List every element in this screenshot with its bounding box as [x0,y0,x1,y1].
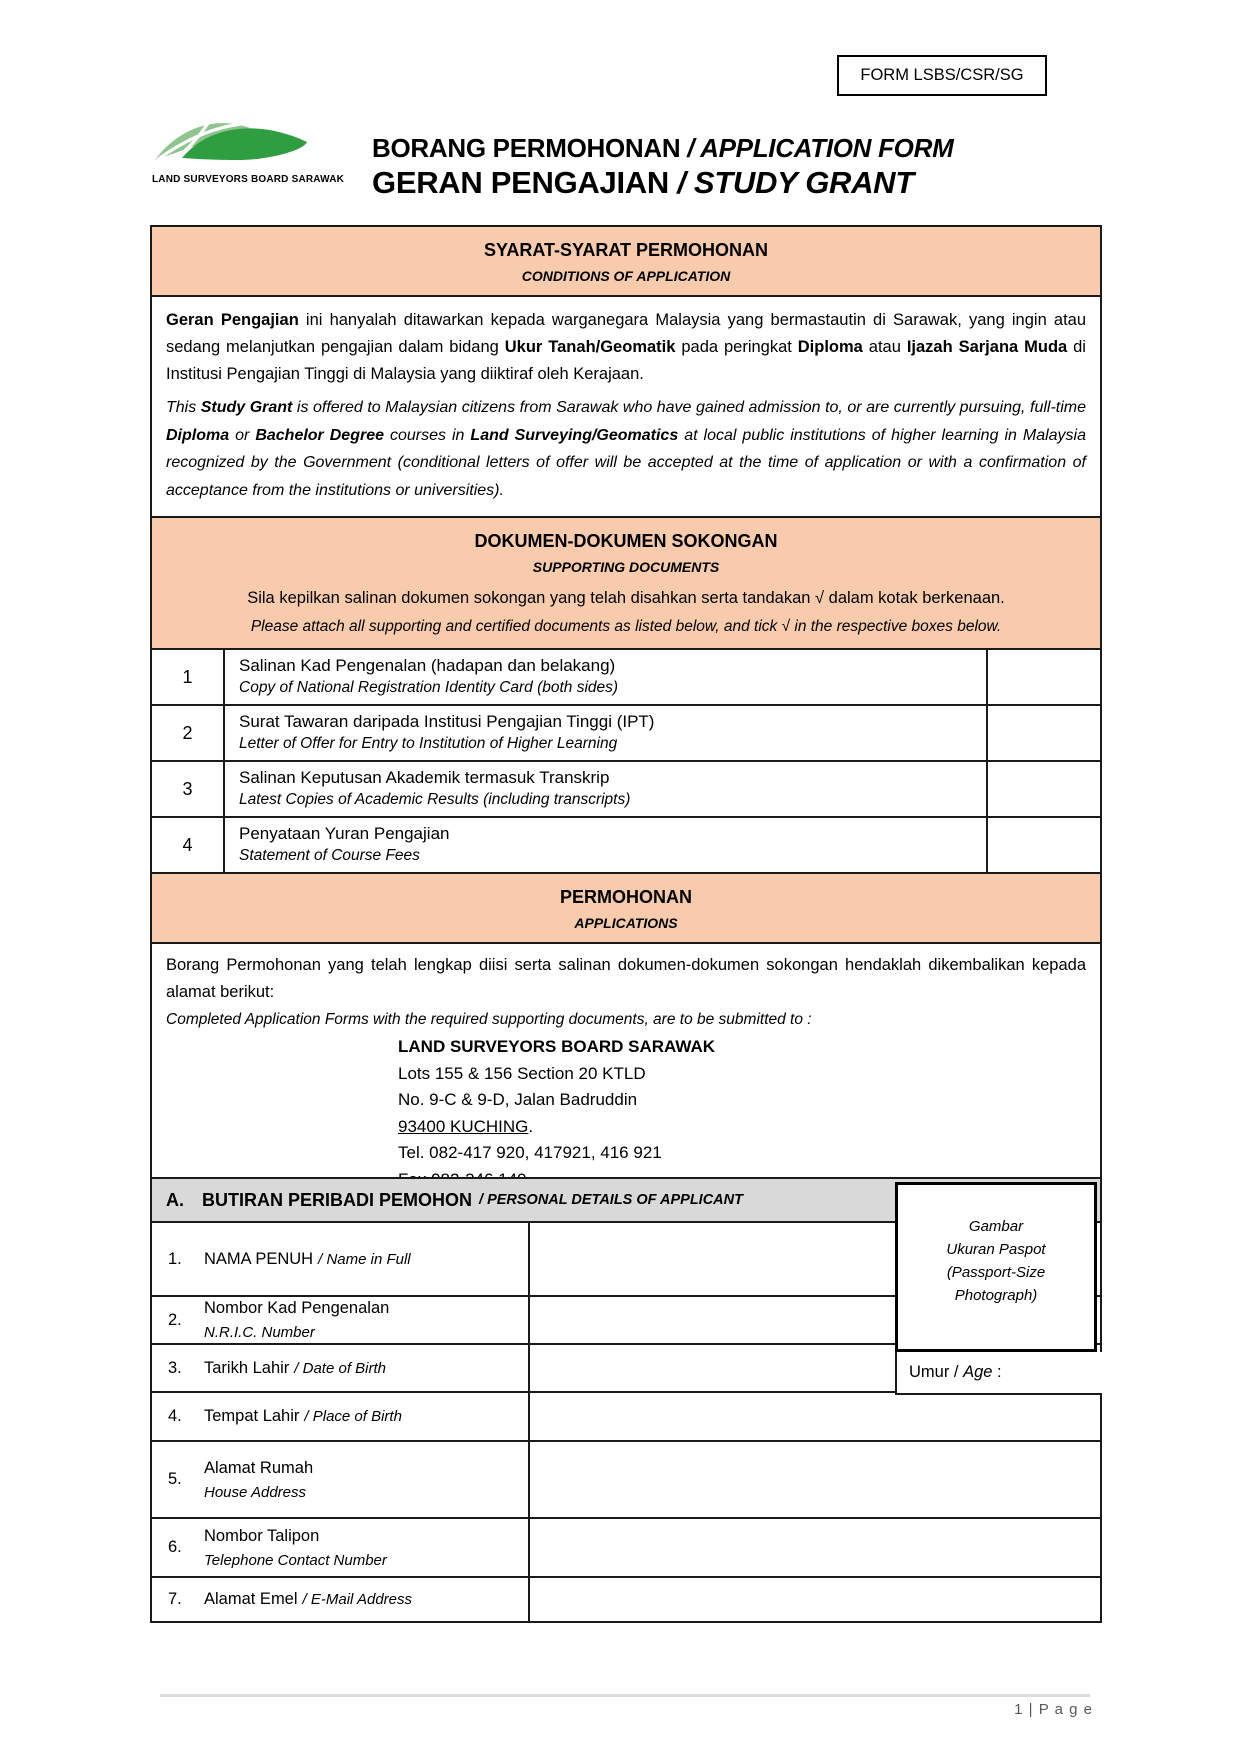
document-row-ms: Penyataan Yuran Pengajian [239,824,450,843]
section-a-title-ms: BUTIRAN PERIBADI PEMOHON [202,1189,473,1210]
field-label-en: Telephone Contact Number [204,1551,387,1569]
field-label [152,1393,530,1440]
field-row-email [152,1578,1100,1621]
applications-title-en: APPLICATIONS [574,915,678,931]
field-number: 5. [168,1470,182,1488]
passport-photo-box [895,1182,1097,1352]
field-label [152,1519,530,1576]
field-row-house-address [152,1442,1100,1519]
field-label-lines [204,1524,387,1572]
field-label-ms: NAMA PENUH [204,1249,314,1268]
info-table [150,225,1102,1205]
document-row-number: 4 [152,818,225,872]
document-row-ms: Salinan Kad Pengenalan (hadapan dan belakang) [239,656,616,675]
field-label-ms: Nombor Talipon [204,1526,320,1545]
field-number: 3. [168,1358,182,1377]
document-row-en: Copy of National Registration Identity Card (both sides) [239,679,619,696]
document-row-en: Latest Copies of Academic Results (including transcripts) [239,791,631,808]
age-input[interactable] [895,1352,1102,1395]
document-row-ms: Surat Tawaran daripada Institusi Pengajian Tinggi (IPT) [239,712,655,731]
age-label: Umur / Age : [909,1363,1002,1381]
conditions-title-en: CONDITIONS OF APPLICATION [521,268,731,284]
tick-box[interactable] [986,650,1100,704]
field-label-en: House Address [204,1483,306,1501]
field-label [152,1442,530,1517]
tick-box[interactable] [986,706,1100,760]
field-number: 2. [168,1310,182,1329]
applications-paragraph-ms: Borang Permohonan yang telah lengkap diisi serta salinan dokumen-dokumen sokongan hendaklah dikembalikan kepada alamat berikut: [166,956,1086,1001]
documents-title-ms: DOKUMEN-DOKUMEN SOKONGAN [474,531,778,551]
field-row-place-of-birth [152,1393,1100,1442]
document-row-en: Letter of Offer for Entry to Institution of Higher Learning [239,735,618,752]
section-a-letter: A. [166,1189,184,1210]
document-row [152,706,1100,762]
field-label-lines [204,1456,313,1504]
page-number: 1 | P a g e [1014,1701,1093,1718]
applications-title-ms: PERMOHONAN [559,887,692,907]
document-row [152,650,1100,706]
address-line: Lots 155 & 156 Section 20 KTLD [398,1063,646,1083]
title-line-1 [372,133,953,164]
document-row [152,818,1100,874]
tick-box[interactable] [986,762,1100,816]
documents-header-band [152,518,1100,650]
address-line: No. 9-C & 9-D, Jalan Badruddin [398,1090,638,1109]
personal-details-table [150,1177,1102,1623]
address-phone: Tel. 082-417 920, 417921, 416 921 [398,1143,662,1162]
email-address-input[interactable] [530,1578,1100,1621]
document-title [372,133,953,201]
photo-box-line: (Passport-Size [946,1264,1046,1281]
address-name: LAND SURVEYORS BOARD SARAWAK [398,1037,716,1056]
applications-header-band [152,874,1100,944]
tick-box[interactable] [986,818,1100,872]
field-number: 7. [168,1590,182,1608]
conditions-paragraph-ms: Geran Pengajian ini hanyalah ditawarkan kepada warganegara Malaysia yang bermastautin di Sarawak, yang ingin atau sedang melanjutkan pengajian dalam bidang Ukur Tanah/Geomatik pada peringkat Diploma atau Ijazah Sarjana Muda di Institusi Pengajian Tinggi di Malaysia yang diiktiraf oleh Kerajaan. [166,311,1087,383]
conditions-paragraph-en: This Study Grant is offered to Malaysian citizens from Sarawak who have gained admission to, or are currently pursuing, full-time Diploma or Bachelor Degree courses in Land Surveying/Geomatics at local public institutions of higher learning in Malaysia recognized by the Government (conditional letters of offer will be accepted at the time of application or with a confirmation of acceptance from the institutions or universities). [166,399,1087,499]
house-address-input[interactable] [530,1442,1100,1517]
submission-address [398,1034,1086,1193]
field-label-en: / Place of Birth [304,1408,402,1425]
form-code-text: FORM LSBS/CSR/SG [860,66,1024,84]
field-row-telephone [152,1519,1100,1578]
field-label [152,1297,530,1343]
document-row-en: Statement of Course Fees [239,847,420,864]
field-label-ms: Nombor Kad Pengenalan [204,1299,390,1317]
section-a-title-en: / PERSONAL DETAILS OF APPLICANT [479,1192,743,1208]
documents-title-en: SUPPORTING DOCUMENTS [532,559,720,575]
logo-caption: LAND SURVEYORS BOARD SARAWAK [152,174,345,185]
document-row-number: 1 [152,650,225,704]
field-label [152,1223,530,1295]
field-label [152,1345,530,1391]
title-line1-ms: BORANG PERMOHONAN [372,133,681,163]
field-number: 4. [168,1407,182,1425]
applications-paragraph-en: Completed Application Forms with the required supporting documents, are to be submitted to : [166,1011,812,1028]
document-row-number: 2 [152,706,225,760]
logo-graphic-icon [152,114,312,166]
title-line-2 [372,165,953,201]
field-label-ms: Alamat Emel [204,1590,298,1608]
field-number: 1. [168,1249,182,1268]
conditions-body [152,297,1100,518]
address-line: 93400 KUCHING. [398,1116,534,1136]
field-label [152,1578,530,1621]
place-of-birth-input[interactable] [530,1393,1100,1440]
footer-rule [160,1694,1090,1697]
document-row-text [225,762,986,816]
form-code-box [837,55,1047,96]
applications-body [152,944,1100,1203]
title-line2-ms: GERAN PENGAJIAN [372,165,669,200]
documents-note-ms: Sila kepilkan salinan dokumen sokongan yang telah disahkan serta tandakan √ dalam kotak berkenaan. [247,589,1005,607]
field-label-ms: Alamat Rumah [204,1458,314,1477]
field-label-lines [204,1296,389,1344]
field-label-en: N.R.I.C. Number [204,1324,315,1341]
document-row-text [225,818,986,872]
photo-box-line: Photograph) [954,1287,1038,1304]
field-label-ms: Tempat Lahir [204,1407,300,1425]
title-line2-en: / STUDY GRANT [668,165,914,200]
title-line1-en: / APPLICATION FORM [680,133,954,163]
document-row-ms: Salinan Keputusan Akademik termasuk Transkrip [239,768,610,787]
documents-note-en: Please attach all supporting and certified documents as listed below, and tick √ in the respective boxes below. [250,618,1002,635]
conditions-header-band [152,227,1100,297]
telephone-number-input[interactable] [530,1519,1100,1576]
logo [152,114,345,185]
photo-box-line: Gambar [968,1218,1024,1235]
document-row-number: 3 [152,762,225,816]
field-label-ms: Tarikh Lahir [204,1358,290,1377]
field-label-en: / Date of Birth [294,1359,387,1377]
field-label-en: / Name in Full [318,1250,411,1268]
document-row-text [225,706,986,760]
photo-box-line: Ukuran Paspot [946,1241,1046,1258]
field-number: 6. [168,1538,182,1556]
field-label-en: / E-Mail Address [302,1591,413,1608]
conditions-title-ms: SYARAT-SYARAT PERMOHONAN [483,240,769,260]
document-row-text [225,650,986,704]
document-row [152,762,1100,818]
